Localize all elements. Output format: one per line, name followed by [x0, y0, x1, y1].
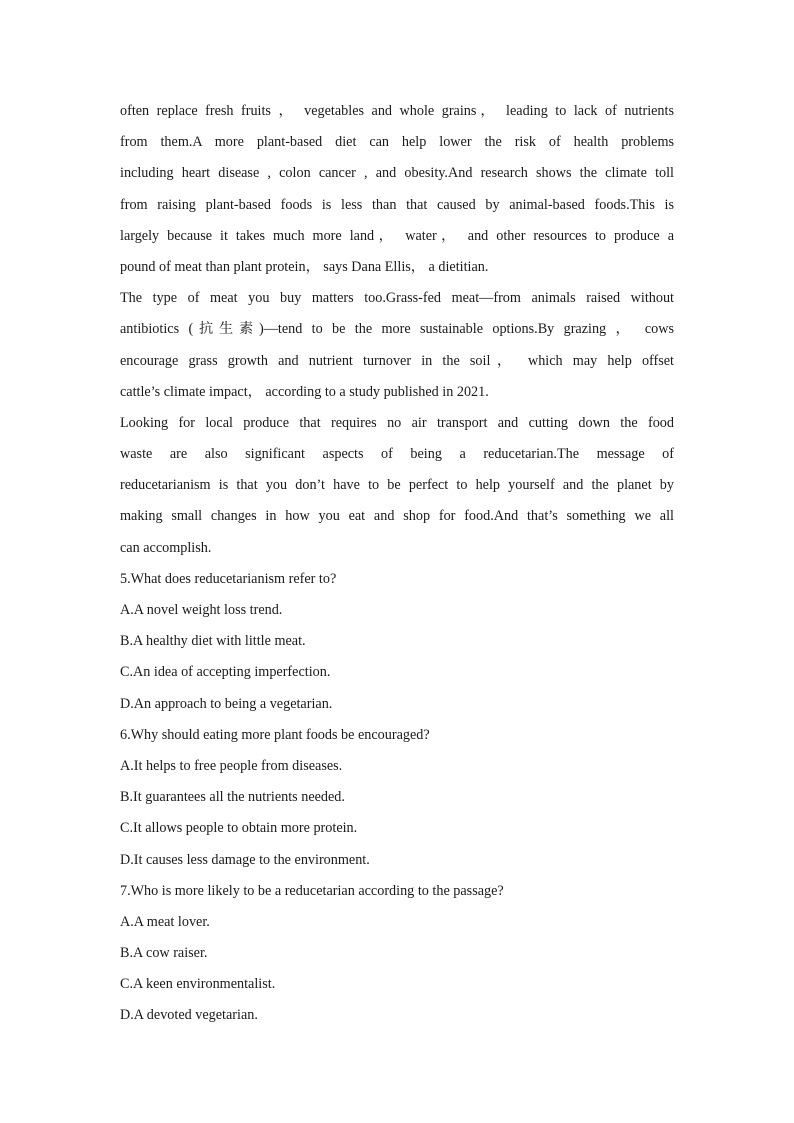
question-7	[120, 876, 674, 1032]
answer-option: D.A devoted vegetarian.	[120, 1007, 258, 1024]
question-stem: 6.Why should eating more plant foods be encouraged?	[120, 726, 430, 743]
passage-paragraph-1	[120, 96, 674, 283]
answer-option: B.A cow raiser.	[120, 945, 208, 962]
answer-option: D.It causes less damage to the environment.	[120, 851, 370, 868]
passage-paragraph-2	[120, 283, 674, 408]
question-6	[120, 720, 674, 876]
passage-line: Looking for local produce that requires no air transport and cutting down the food	[120, 414, 674, 431]
passage-line: antibiotics (抗生素)—tend to be the more sustainable options.By grazing ， cows	[120, 321, 674, 338]
passage-paragraph-3	[120, 408, 674, 564]
answer-option: A.It helps to free people from diseases.	[120, 757, 343, 774]
passage-line: encourage grass growth and nutrient turnover in the soil， which may help offset	[120, 352, 674, 369]
answer-option: B.A healthy diet with little meat.	[120, 633, 306, 650]
passage-line: from raising plant-based foods is less than that caused by animal-based foods.This is	[120, 196, 674, 213]
passage-line: waste are also significant aspects of being a reducetarian.The message of	[120, 446, 674, 463]
passage-line: making small changes in how you eat and shop for food.And that’s something we all	[120, 508, 674, 525]
answer-option: A.A novel weight loss trend.	[120, 602, 283, 618]
answer-option: C.An idea of accepting imperfection.	[120, 664, 331, 681]
answer-option: A.A meat lover.	[120, 913, 210, 930]
passage-line: largely because it takes much more land， water， and other resources to produce a	[120, 227, 674, 244]
passage-line: from them.A more plant-based diet can help lower the risk of health problems	[120, 134, 674, 151]
passage-line: including heart disease , colon cancer , and obesity.And research shows the climate toll	[120, 165, 674, 182]
answer-option: D.An approach to being a vegetarian.	[120, 695, 333, 712]
passage-line: cattle’s climate impact， according to a study published in 2021.	[120, 383, 489, 400]
answer-option: B.It guarantees all the nutrients needed.	[120, 789, 345, 806]
question-stem: 5.What does reducetarianism refer to?	[120, 570, 337, 587]
passage-line: The type of meat you buy matters too.Grass-fed meat—from animals raised without	[120, 290, 674, 307]
question-stem: 7.Who is more likely to be a reducetarian according to the passage?	[120, 882, 504, 899]
answer-option: C.It allows people to obtain more protein.	[120, 820, 358, 837]
passage-line: pound of meat than plant protein， says Dana Ellis， a dietitian.	[120, 258, 489, 275]
question-5	[120, 564, 674, 720]
page-content	[120, 96, 674, 1032]
passage-line: reducetarianism is that you don’t have to be perfect to help yourself and the planet by	[120, 477, 674, 494]
answer-option: C.A keen environmentalist.	[120, 976, 276, 993]
passage-line: often replace fresh fruits ， vegetables and whole grains， leading to lack of nutrients	[120, 103, 674, 119]
passage-line: can accomplish.	[120, 539, 212, 556]
